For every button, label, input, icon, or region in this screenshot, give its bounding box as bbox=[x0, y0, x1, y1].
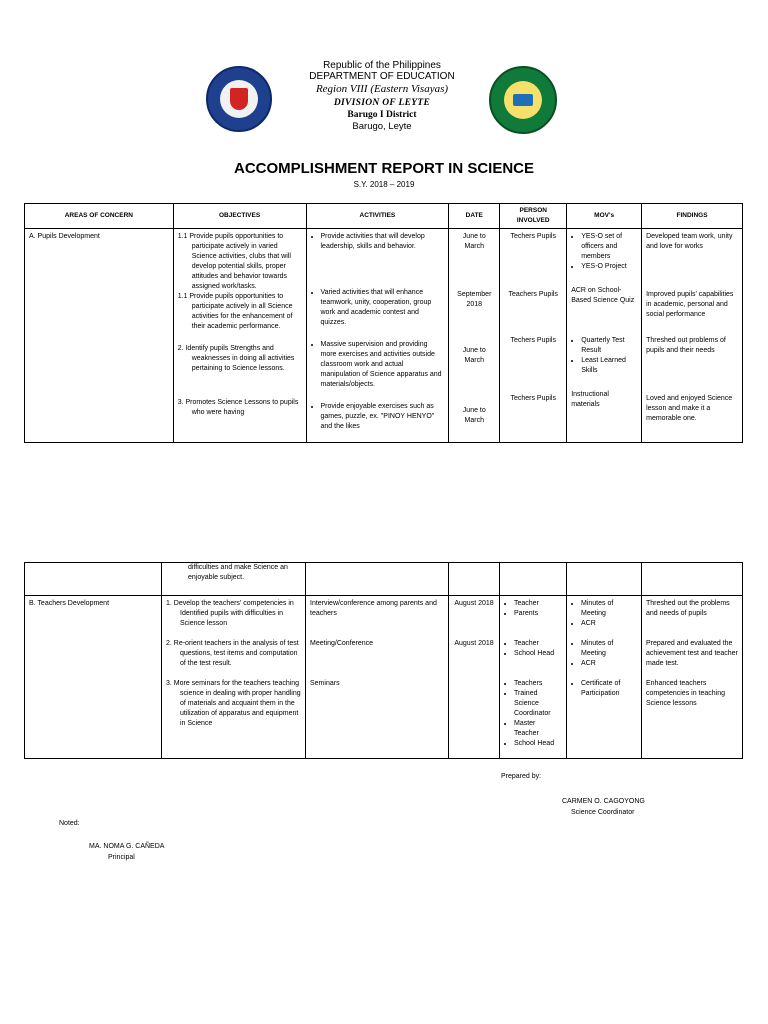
finding-item: Developed team work, unity and love for works bbox=[646, 233, 733, 250]
header-activities: ACTIVITIES bbox=[306, 204, 449, 229]
activity-item: Seminars bbox=[310, 680, 340, 687]
person-item: • School Head bbox=[514, 739, 562, 749]
preparer-title: Science Coordinator bbox=[571, 809, 635, 816]
header-findings: FINDINGS bbox=[642, 204, 743, 229]
mov-item: • ACR bbox=[581, 619, 637, 629]
activity-item: • Provide activities that will develop leadership, skills and behavior. bbox=[321, 232, 445, 252]
objectives-cell bbox=[162, 596, 306, 759]
finding-item: Prepared and evaluated the achievement test and teacher made test. bbox=[646, 640, 738, 667]
mov-item: • Certificate of Participation bbox=[581, 679, 637, 699]
person-item: • Teacher bbox=[514, 599, 562, 609]
mov-item: • ACR bbox=[581, 659, 637, 669]
mov-item: • Minutes of Meeting bbox=[581, 599, 637, 619]
header-person: PERSON INVOLVED bbox=[500, 204, 567, 229]
date-value: August 2018 bbox=[454, 600, 494, 607]
mov-item: Instructional materials bbox=[571, 391, 609, 408]
table-row bbox=[25, 229, 743, 443]
objectives-cell bbox=[173, 229, 306, 443]
area-teachers: B. Teachers Development bbox=[25, 596, 162, 759]
date-value: September 2018 bbox=[457, 291, 492, 308]
prepared-by-label: Prepared by: bbox=[501, 773, 542, 780]
person-cell bbox=[500, 596, 567, 759]
person-value: Techers Pupils bbox=[510, 233, 556, 240]
letterhead-division: DIVISION OF LEYTE bbox=[333, 98, 431, 108]
header-movs: MOV's bbox=[567, 204, 642, 229]
findings-cell bbox=[642, 596, 743, 759]
person-cell bbox=[500, 229, 567, 443]
report-table-page2 bbox=[24, 562, 743, 759]
objective-continued: difficulties and make Science an enjoyable subject. bbox=[162, 563, 306, 596]
activities-cell bbox=[306, 596, 449, 759]
area-pupils: A. Pupils Development bbox=[25, 229, 174, 443]
header-date: DATE bbox=[449, 204, 500, 229]
person-item: • Parents bbox=[514, 609, 562, 619]
findings-cell bbox=[642, 229, 743, 443]
finding-item: Enhanced teachers competencies in teaching Science lessons bbox=[646, 680, 725, 707]
mov-item: ACR on School-Based Science Quiz bbox=[571, 287, 635, 304]
mov-item: • YES-O Project bbox=[581, 262, 637, 272]
report-title: ACCOMPLISHMENT REPORT IN SCIENCE bbox=[233, 160, 534, 177]
objective-item: 2. Identify pupils Strengths and weaknesses in doing all activities pertaining to Science lessons. bbox=[177, 345, 295, 372]
date-value: June to March bbox=[462, 407, 486, 424]
person-item: • Teachers bbox=[514, 679, 562, 689]
activity-item: • Varied activities that will enhance teamwork, unity, cooperation, group work and academic contest and quizzes. bbox=[321, 288, 445, 328]
date-value: June to March bbox=[462, 233, 486, 250]
date-value: June to March bbox=[462, 347, 486, 364]
letterhead-republic: Republic of the Philippines bbox=[323, 60, 441, 71]
mov-item: • Quarterly Test Result bbox=[581, 336, 637, 356]
school-seal-logo bbox=[489, 66, 557, 134]
activity-item: Meeting/Conference bbox=[310, 640, 374, 647]
activities-cell bbox=[306, 229, 449, 443]
person-value: Techers Pupils bbox=[510, 395, 556, 402]
letterhead-district: Barugo I District bbox=[347, 110, 417, 120]
person-value: Techers Pupils bbox=[510, 337, 556, 344]
date-value: August 2018 bbox=[454, 640, 494, 647]
date-cell bbox=[449, 229, 500, 443]
date-cell bbox=[449, 596, 500, 759]
noted-label: Noted: bbox=[59, 820, 80, 827]
mov-item: • YES-O set of officers and members bbox=[581, 232, 637, 262]
person-item: • Trained Science Coordinator bbox=[514, 689, 562, 719]
table-header-row bbox=[25, 204, 743, 229]
letterhead-department: DEPARTMENT OF EDUCATION bbox=[309, 71, 455, 82]
mov-item: • Minutes of Meeting bbox=[581, 639, 637, 659]
header-objectives: OBJECTIVES bbox=[173, 204, 306, 229]
finding-item: Threshed out problems of pupils and their needs bbox=[646, 337, 726, 354]
objective-item: 2. Re-orient teachers in the analysis of test questions, test items and computation of the test result. bbox=[166, 640, 299, 667]
person-item: • Teacher bbox=[514, 639, 562, 649]
objective-item: 3. More seminars for the teachers teaching science in dealing with proper handling of materials and acquaint them in the utilization of apparatus and equipment in Science bbox=[166, 680, 301, 727]
finding-item: Improved pupils' capabilities in academic, personal and social performance bbox=[646, 291, 734, 318]
movs-cell bbox=[567, 229, 642, 443]
objective-item: 1.1 Provide pupils opportunities to participate actively in varied Science activities, clubs that will develop potential skills, proper attitudes and behavior towards assigned work/tasks. bbox=[177, 233, 291, 290]
person-value: Teachers Pupils bbox=[508, 291, 558, 298]
header-areas: AREAS OF CONCERN bbox=[25, 204, 174, 229]
preparer-name: CARMEN O. CAGOYONG bbox=[562, 798, 645, 805]
letterhead-town: Barugo, Leyte bbox=[352, 121, 412, 132]
noter-title: Principal bbox=[108, 854, 135, 861]
activity-item: • Provide enjoyable exercises such as games, puzzle, ex. "PINOY HENYO" and the likes bbox=[321, 402, 445, 432]
finding-item: Loved and enjoyed Science lesson and make it a memorable one. bbox=[646, 395, 733, 422]
finding-item: Threshed out the problems and needs of pupils bbox=[646, 600, 730, 617]
noter-name: MA. NOMA G. CAÑEDA bbox=[89, 843, 165, 850]
activity-item: Interview/conference among parents and teachers bbox=[310, 600, 437, 617]
objective-item: 1. Develop the teachers' competencies in Identified pupils with difficulties in Science lesson bbox=[166, 600, 294, 627]
person-item: • Master Teacher bbox=[514, 719, 562, 739]
person-item: • School Head bbox=[514, 649, 562, 659]
activity-item: • Massive supervision and providing more exercises and activities outside classroom work and actual manipulation of Science apparatus and materials/objects. bbox=[321, 340, 445, 390]
report-table-page1 bbox=[24, 203, 743, 443]
movs-cell bbox=[567, 596, 642, 759]
school-year: S.Y. 2018 – 2019 bbox=[353, 180, 415, 189]
objective-item: 3. Promotes Science Lessons to pupils who were having bbox=[177, 399, 299, 416]
mov-item: • Least Learned Skills bbox=[581, 356, 637, 376]
deped-seal-logo bbox=[206, 66, 272, 132]
objective-item: 1.1 Provide pupils opportunities to participate actively in all Science activities for the enhancement of their academic performance. bbox=[177, 293, 293, 330]
table-row bbox=[25, 596, 743, 759]
letterhead-region: Region VIII (Eastern Visayas) bbox=[315, 83, 449, 95]
table-row bbox=[25, 563, 743, 596]
